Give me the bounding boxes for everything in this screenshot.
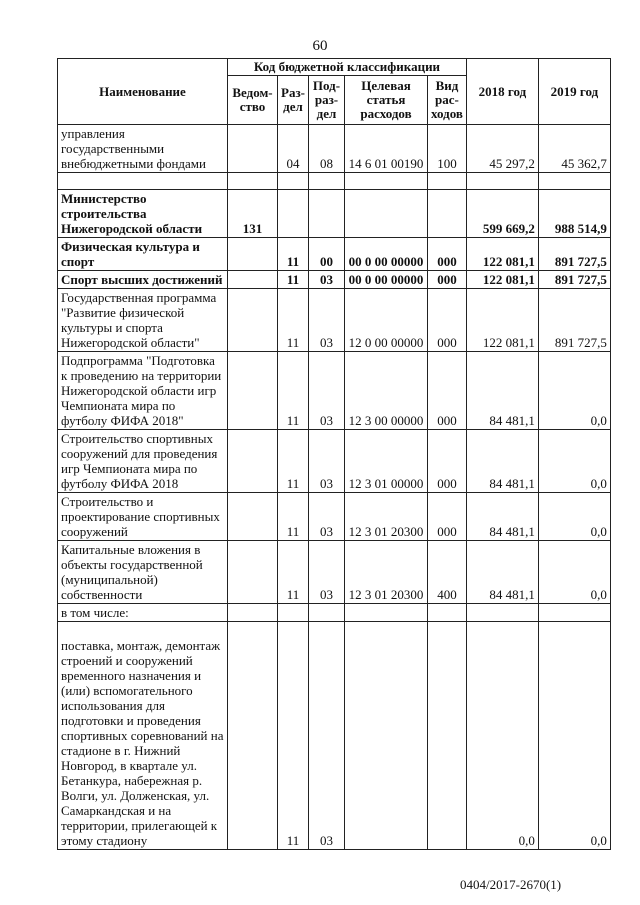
row-expense-type [428, 622, 467, 850]
row-target: 00 0 00 00000 [345, 271, 428, 289]
row-razdel [278, 173, 309, 190]
row-target: 12 3 00 00000 [345, 352, 428, 430]
row-razdel: 11 [278, 430, 309, 493]
budget-table [57, 58, 611, 850]
header-year-2018: 2018 год [466, 59, 538, 125]
row-2019: 45 362,7 [538, 125, 610, 173]
row-vedomstvo: 131 [228, 190, 278, 238]
row-2019: 891 727,5 [538, 289, 610, 352]
row-expense-type: 400 [428, 541, 467, 604]
row-vedomstvo [228, 125, 278, 173]
row-name: Капитальные вложения в объекты государственной (муниципальной) собственности [58, 541, 228, 604]
row-2018: 84 481,1 [466, 493, 538, 541]
row-expense-type: 000 [428, 352, 467, 430]
table-row [58, 238, 611, 271]
row-name: управления государственными внебюджетными фондами [58, 125, 228, 173]
row-podrazdel: 03 [309, 622, 345, 850]
document-code: 0404/2017-2670(1) [460, 877, 562, 892]
table-row [58, 190, 611, 238]
row-expense-type [428, 173, 467, 190]
row-2018 [466, 173, 538, 190]
row-vedomstvo [228, 352, 278, 430]
row-target: 00 0 00 00000 [345, 238, 428, 271]
table-row [58, 173, 611, 190]
row-expense-type: 000 [428, 238, 467, 271]
row-razdel: 11 [278, 622, 309, 850]
row-2018 [466, 604, 538, 622]
row-2018: 84 481,1 [466, 541, 538, 604]
table-row [58, 541, 611, 604]
row-2018: 45 297,2 [466, 125, 538, 173]
row-podrazdel: 03 [309, 352, 345, 430]
row-vedomstvo [228, 604, 278, 622]
row-vedomstvo [228, 430, 278, 493]
page-number: 60 [312, 38, 328, 54]
row-2018: 84 481,1 [466, 430, 538, 493]
row-name [58, 173, 228, 190]
row-razdel [278, 190, 309, 238]
row-podrazdel [309, 604, 345, 622]
row-podrazdel: 03 [309, 289, 345, 352]
row-razdel: 04 [278, 125, 309, 173]
row-2018: 122 081,1 [466, 271, 538, 289]
row-vedomstvo [228, 622, 278, 850]
row-vedomstvo [228, 289, 278, 352]
row-name: Подпрограмма "Подготовка к проведению на территории Нижегородской области игр Чемпионата мира по футболу ФИФА 2018" [58, 352, 228, 430]
row-2019: 0,0 [538, 493, 610, 541]
row-2018: 84 481,1 [466, 352, 538, 430]
row-razdel [278, 604, 309, 622]
header-razdel: Раз-дел [278, 76, 309, 125]
row-podrazdel [309, 190, 345, 238]
row-2018: 0,0 [466, 622, 538, 850]
header-name: Наименование [58, 59, 228, 125]
header-year-2019: 2019 год [538, 59, 610, 125]
row-target: 12 3 01 20300 [345, 541, 428, 604]
row-razdel: 11 [278, 352, 309, 430]
row-podrazdel: 03 [309, 430, 345, 493]
table-row [58, 352, 611, 430]
header-expense-type: Вид рас-ходов [428, 76, 467, 125]
row-expense-type: 100 [428, 125, 467, 173]
row-razdel: 11 [278, 238, 309, 271]
row-target: 12 3 01 00000 [345, 430, 428, 493]
row-target [345, 604, 428, 622]
table-row [58, 125, 611, 173]
table-row [58, 622, 611, 850]
row-vedomstvo [228, 493, 278, 541]
table-row [58, 604, 611, 622]
row-expense-type: 000 [428, 430, 467, 493]
row-podrazdel: 08 [309, 125, 345, 173]
row-2019: 0,0 [538, 430, 610, 493]
row-2019: 891 727,5 [538, 238, 610, 271]
row-podrazdel: 03 [309, 493, 345, 541]
row-2019 [538, 173, 610, 190]
header-code-group: Код бюджетной классификации [228, 59, 467, 76]
row-target: 14 6 01 00190 [345, 125, 428, 173]
header-podrazdel: Под-раз-дел [309, 76, 345, 125]
row-2018: 599 669,2 [466, 190, 538, 238]
row-name: Государственная программа "Развитие физической культуры и спорта Нижегородской области" [58, 289, 228, 352]
row-expense-type [428, 190, 467, 238]
row-podrazdel: 00 [309, 238, 345, 271]
row-target: 12 0 00 00000 [345, 289, 428, 352]
row-expense-type: 000 [428, 493, 467, 541]
row-expense-type [428, 604, 467, 622]
row-razdel: 11 [278, 271, 309, 289]
row-name: поставка, монтаж, демонтаж строений и сооружений временного назначения и (или) вспомогательного использования для подготовки и проведения спортивных соревнований на стадионе в г. Нижний Новгород, в квартале ул. Бетанкура, набережная р. Волги, ул. Долженская, ул. Самаркандская и на территории, прилегающей к этому стадиону [58, 622, 228, 850]
row-target: 12 3 01 20300 [345, 493, 428, 541]
row-target [345, 190, 428, 238]
row-podrazdel [309, 173, 345, 190]
row-podrazdel: 03 [309, 541, 345, 604]
row-razdel: 11 [278, 541, 309, 604]
header-vedomstvo: Ведом-ство [228, 76, 278, 125]
row-2018: 122 081,1 [466, 289, 538, 352]
row-name: Строительство спортивных сооружений для проведения игр Чемпионата мира по футболу ФИФА 2018 [58, 430, 228, 493]
row-podrazdel: 03 [309, 271, 345, 289]
row-target [345, 622, 428, 850]
table-row [58, 430, 611, 493]
row-2019: 0,0 [538, 622, 610, 850]
row-2019: 0,0 [538, 541, 610, 604]
row-name: Спорт высших достижений [58, 271, 228, 289]
row-expense-type: 000 [428, 289, 467, 352]
row-expense-type: 000 [428, 271, 467, 289]
row-target [345, 173, 428, 190]
row-vedomstvo [228, 271, 278, 289]
row-name: в том числе: [58, 604, 228, 622]
row-2019 [538, 604, 610, 622]
row-razdel: 11 [278, 289, 309, 352]
row-2019: 0,0 [538, 352, 610, 430]
row-2018: 122 081,1 [466, 238, 538, 271]
row-2019: 988 514,9 [538, 190, 610, 238]
row-razdel: 11 [278, 493, 309, 541]
row-vedomstvo [228, 173, 278, 190]
row-name: Министерство строительства Нижегородской области [58, 190, 228, 238]
table-row [58, 271, 611, 289]
header-target-article: Целевая статья расходов [345, 76, 428, 125]
table-row [58, 493, 611, 541]
row-vedomstvo [228, 238, 278, 271]
row-name: Физическая культура и спорт [58, 238, 228, 271]
row-vedomstvo [228, 541, 278, 604]
table-row [58, 289, 611, 352]
row-name: Строительство и проектирование спортивных сооружений [58, 493, 228, 541]
row-2019: 891 727,5 [538, 271, 610, 289]
